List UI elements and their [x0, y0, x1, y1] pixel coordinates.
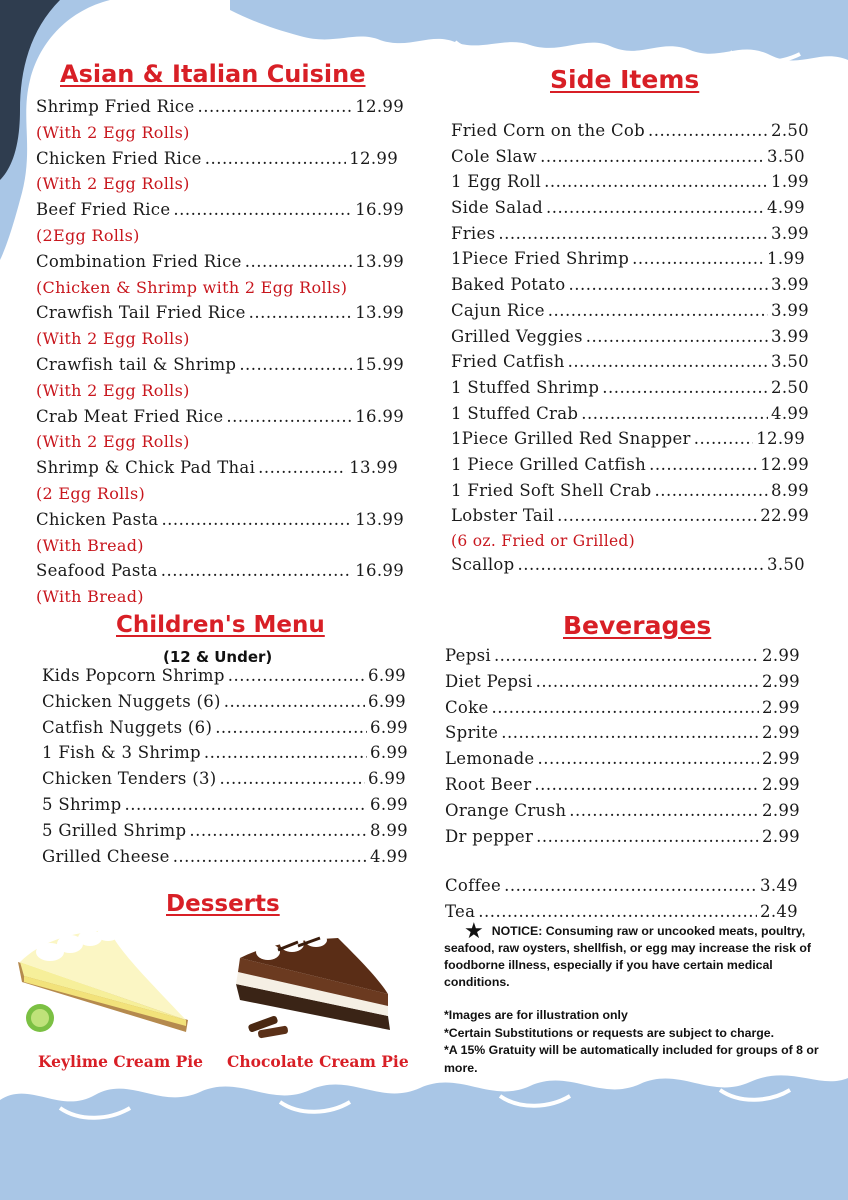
- item-note: (With 2 Egg Rolls): [36, 380, 190, 400]
- menu-item: [451, 481, 809, 507]
- item-price: 2.99: [762, 671, 800, 691]
- keylime-pie-caption: Keylime Cream Pie: [38, 1052, 204, 1071]
- menu-item: [36, 97, 404, 149]
- menu-item: [451, 506, 809, 555]
- item-price: 13.99: [349, 458, 398, 478]
- item-name: 5 Grilled Shrimp: [42, 820, 187, 840]
- menu-item: [36, 510, 404, 562]
- item-name: Pepsi: [445, 646, 491, 665]
- fine-print-line: *Certain Substitutions or requests are subject to charge.: [444, 1025, 775, 1040]
- menu-item: [42, 718, 408, 744]
- item-name: 1 Fried Soft Shell Crab: [451, 480, 652, 500]
- menu-item: [36, 303, 404, 355]
- desserts-heading: Desserts: [166, 891, 280, 917]
- menu-item: [451, 404, 809, 430]
- item-price: 12.99: [355, 97, 404, 116]
- item-name: Side Salad: [451, 198, 543, 218]
- beverages-list: [445, 646, 800, 852]
- item-price: 16.99: [355, 561, 404, 581]
- item-price: 6.99: [370, 743, 408, 763]
- item-name: 1 Stuffed Shrimp: [451, 377, 600, 397]
- menu-item: [36, 252, 404, 304]
- menu-item: [451, 224, 809, 250]
- notice-lead: NOTICE:: [491, 924, 543, 938]
- menu-item: [451, 429, 809, 455]
- item-name: Cajun Rice: [451, 300, 545, 320]
- menu-item: [445, 698, 800, 724]
- item-price: 2.99: [762, 800, 800, 820]
- asian-italian-heading: Asian & Italian Cuisine: [60, 60, 366, 88]
- menu-item: [451, 121, 809, 147]
- item-note: (With 2 Egg Rolls): [36, 432, 190, 452]
- item-name: Crab Meat Fried Rice: [36, 406, 224, 426]
- item-name: Baked Potato: [451, 275, 566, 295]
- item-price: 2.99: [762, 774, 800, 794]
- item-price: 15.99: [355, 354, 404, 374]
- menu-item: [36, 458, 404, 510]
- childrens-menu-heading: Children's Menu: [116, 612, 325, 638]
- item-name: Chicken Pasta: [36, 509, 159, 529]
- item-name: 1 Stuffed Crab: [451, 403, 579, 423]
- menu-item: [445, 749, 800, 775]
- fine-print-line: *A 15% Gratuity will be automatically included for groups of 8 or more.: [444, 1043, 819, 1075]
- asian-italian-list: [36, 97, 404, 613]
- menu-item: [36, 149, 404, 201]
- item-price: 2.50: [771, 377, 809, 397]
- item-name: Chicken Fried Rice: [36, 148, 202, 168]
- item-price: 2.50: [771, 121, 809, 140]
- item-name: 1Piece Grilled Red Snapper: [451, 429, 691, 449]
- item-price: 3.99: [771, 326, 809, 346]
- item-price: 3.50: [767, 146, 805, 166]
- item-note: (2Egg Rolls): [36, 225, 140, 245]
- menu-item: [36, 561, 404, 613]
- item-note: (With 2 Egg Rolls): [36, 122, 190, 142]
- item-price: 16.99: [355, 200, 404, 220]
- item-price: 4.99: [771, 403, 809, 423]
- item-name: Sprite: [445, 723, 499, 743]
- item-name: Grilled Veggies: [451, 326, 583, 346]
- item-price: 1.99: [767, 249, 805, 269]
- menu-item: [445, 827, 800, 853]
- item-name: Chicken Tenders (3): [42, 769, 217, 789]
- menu-item: [445, 672, 800, 698]
- side-items-heading: Side Items: [550, 65, 700, 94]
- item-price: 13.99: [355, 303, 404, 323]
- item-price: 3.50: [771, 352, 809, 372]
- menu-item: [445, 646, 800, 672]
- item-price: 6.99: [368, 666, 406, 685]
- chocolate-pie-caption: Chocolate Cream Pie: [227, 1052, 409, 1071]
- item-price: 13.99: [355, 509, 404, 529]
- item-name: Catfish Nuggets (6): [42, 717, 213, 737]
- item-name: Cole Slaw: [451, 146, 538, 166]
- item-price: 3.99: [771, 223, 809, 243]
- item-price: 4.99: [767, 198, 805, 218]
- item-name: Orange Crush: [445, 800, 567, 820]
- childrens-menu-list: [42, 666, 408, 872]
- item-price: 8.99: [771, 480, 809, 500]
- item-name: Grilled Cheese: [42, 846, 170, 866]
- notice-body: Consuming raw or uncooked meats, poultry, seafood, raw oysters, shellfish, or egg may increase the risk of foodborne illness, especially if you have certain medical conditions.: [444, 924, 811, 989]
- item-price: 3.50: [767, 555, 805, 574]
- item-price: 12.99: [349, 148, 398, 168]
- menu-item: [451, 327, 809, 353]
- item-price: 6.99: [368, 691, 406, 711]
- menu-item: [42, 769, 408, 795]
- item-name: Fried Catfish: [451, 352, 565, 372]
- item-name: Scallop: [451, 555, 515, 574]
- item-name: Kids Popcorn Shrimp: [42, 666, 225, 685]
- item-note: (Chicken & Shrimp with 2 Egg Rolls): [36, 277, 348, 297]
- menu-item: [451, 555, 809, 581]
- item-name: Fries: [451, 223, 496, 243]
- menu-item: [42, 847, 408, 873]
- item-name: Shrimp & Chick Pad Thai: [36, 458, 256, 478]
- bottom-wave-decoration: [0, 1060, 848, 1200]
- item-price: 2.99: [762, 646, 800, 665]
- fine-print: [444, 1007, 824, 1077]
- menu-item: [36, 355, 404, 407]
- keylime-pie-image: [10, 922, 190, 1042]
- item-name: Tea: [445, 901, 476, 921]
- item-name: 5 Shrimp: [42, 794, 122, 814]
- item-note: (With Bread): [36, 535, 144, 555]
- item-name: Beef Fried Rice: [36, 200, 171, 220]
- menu-item: [42, 666, 408, 692]
- side-items-list: [451, 121, 809, 581]
- item-price: 6.99: [370, 794, 408, 814]
- item-price: 3.99: [771, 275, 809, 295]
- item-note: (2 Egg Rolls): [36, 483, 146, 503]
- menu-item: [445, 723, 800, 749]
- item-name: Lemonade: [445, 749, 535, 769]
- item-name: Lobster Tail: [451, 506, 555, 526]
- item-price: 8.99: [370, 820, 408, 840]
- childrens-menu-subtitle: (12 & Under): [163, 648, 273, 666]
- item-name: Fried Corn on the Cob: [451, 121, 645, 140]
- item-name: Diet Pepsi: [445, 671, 533, 691]
- item-price: 2.49: [760, 901, 798, 921]
- item-name: 1 Egg Roll: [451, 172, 542, 192]
- item-price: 22.99: [760, 506, 809, 526]
- item-price: 13.99: [355, 251, 404, 271]
- notice-block: [444, 918, 824, 1077]
- item-note: (With Bread): [36, 587, 144, 607]
- menu-item: [451, 198, 809, 224]
- item-note: (With 2 Egg Rolls): [36, 329, 190, 349]
- item-price: 4.99: [370, 846, 408, 866]
- item-price: 3.49: [760, 876, 798, 895]
- item-name: Coke: [445, 697, 489, 717]
- item-name: Shrimp Fried Rice: [36, 97, 195, 116]
- item-name: Coffee: [445, 876, 502, 895]
- notice-text: [444, 918, 824, 991]
- menu-item: [42, 743, 408, 769]
- item-price: 6.99: [370, 717, 408, 737]
- item-price: 12.99: [756, 429, 805, 449]
- item-price: 3.99: [771, 300, 809, 320]
- item-name: Combination Fried Rice: [36, 251, 242, 271]
- menu-item: [42, 821, 408, 847]
- item-name: Crawfish tail & Shrimp: [36, 354, 237, 374]
- beverages-heading: Beverages: [563, 611, 712, 640]
- menu-item: [445, 801, 800, 827]
- chocolate-pie-image: [228, 928, 398, 1048]
- item-name: Root Beer: [445, 774, 532, 794]
- menu-item: [451, 352, 809, 378]
- menu-item: [451, 275, 809, 301]
- item-price: 2.99: [762, 723, 800, 743]
- menu-item: [451, 378, 809, 404]
- menu-item: [36, 407, 404, 459]
- item-note: (6 oz. Fried or Grilled): [451, 532, 636, 550]
- item-note: (With 2 Egg Rolls): [36, 174, 190, 194]
- item-price: 6.99: [368, 769, 406, 789]
- item-name: 1 Piece Grilled Catfish: [451, 454, 647, 474]
- item-price: 2.99: [762, 826, 800, 846]
- item-name: 1 Fish & 3 Shrimp: [42, 743, 201, 763]
- item-name: Seafood Pasta: [36, 561, 158, 581]
- menu-item: [42, 795, 408, 821]
- menu-item: [451, 301, 809, 327]
- fine-print-line: *Images are for illustration only: [444, 1008, 628, 1022]
- menu-item: [451, 249, 809, 275]
- item-price: 2.99: [762, 749, 800, 769]
- item-price: 16.99: [355, 406, 404, 426]
- menu-item: [451, 172, 809, 198]
- menu-item: [445, 876, 798, 902]
- item-name: 1Piece Fried Shrimp: [451, 249, 630, 269]
- item-price: 2.99: [762, 697, 800, 717]
- item-price: 1.99: [771, 172, 809, 192]
- menu-item: [451, 147, 809, 173]
- menu-item: [451, 455, 809, 481]
- menu-item: [42, 692, 408, 718]
- star-icon: ★: [464, 918, 484, 943]
- menu-item: [445, 775, 800, 801]
- item-name: Chicken Nuggets (6): [42, 691, 221, 711]
- item-name: Crawfish Tail Fried Rice: [36, 303, 246, 323]
- menu-item: [36, 200, 404, 252]
- item-name: Dr pepper: [445, 826, 534, 846]
- item-price: 12.99: [760, 454, 809, 474]
- hot-beverages-list: [445, 876, 798, 928]
